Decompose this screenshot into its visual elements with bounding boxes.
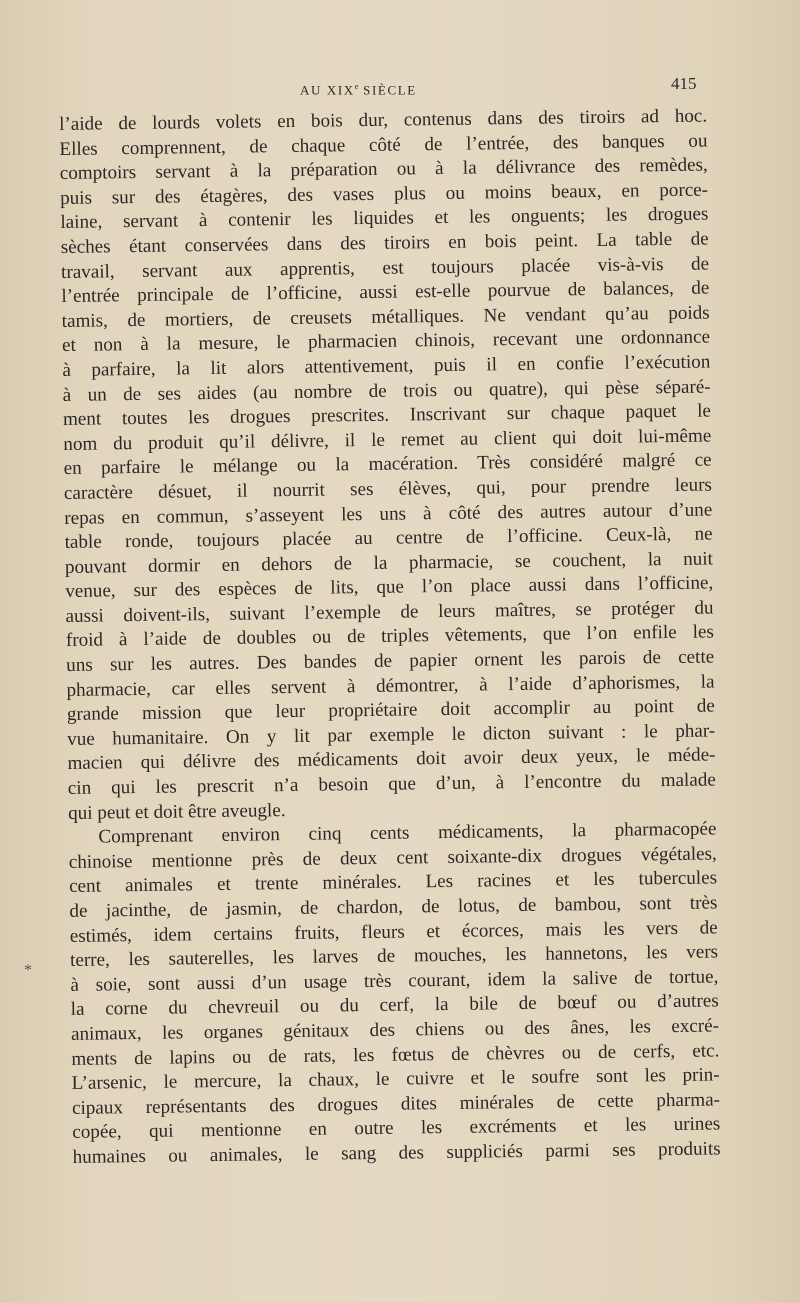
text-line: comptoirs servant à la préparation ou à la délivrance des remèdes,: [59, 154, 708, 185]
text-line: table ronde, toujours placée au centre de l’officine. Ceux-là, ne: [64, 523, 713, 554]
text-line: sèches étant conservées dans des tiroirs en bois peint. La table de: [60, 228, 709, 258]
text-line: humaines ou animales, le sang des suppliciés parmi ses produits: [72, 1138, 721, 1168]
text-line: cipaux représentants des drogues dites minérales de cette pharma-: [71, 1089, 721, 1119]
text-line: copée, qui mentionne en outre les excréments et les urines: [72, 1113, 721, 1144]
text-line: Comprenant environ cinq cents médicaments, la pharmacopée: [98, 818, 717, 848]
text-line: l’aide de lourds volets en bois dur, contenus dans des tiroirs ad hoc.: [59, 105, 708, 135]
text-line: et non à la mesure, le pharmacien chinois, recevant une ordonnance: [61, 326, 711, 357]
text-line: macien qui délivre des médicaments doit avoir deux yeux, le méde-: [67, 744, 716, 775]
text-line: pharmacie, car elles servent à démontrer, à l’aide d’aphorismes, la: [66, 671, 715, 701]
body-text: [59, 105, 721, 1171]
text-line: travail, servant aux apprentis, est toujours placée vis-à-vis de: [60, 253, 710, 283]
text-line: à un de ses aides (au nombre de trois ou quatre), qui pèse séparé-: [62, 376, 711, 406]
text-line: nom du produit qu’il délivre, il le remet au client qui doit lui-même: [63, 425, 712, 455]
margin-mark: *: [24, 962, 32, 979]
text-line: chinoise mentionne près de deux cent soixante-dix drogues végétales,: [68, 843, 717, 873]
text-line: cent animales et trente minérales. Les racines et les tubercules: [68, 867, 718, 898]
text-line: ments de lapins ou de rats, les fœtus de chèvres ou de cerfs, etc.: [71, 1040, 720, 1070]
text-line: en parfaire le mélange ou la macération. Très considéré malgré ce: [63, 449, 712, 480]
text-line: venue, sur des espèces de lits, que l’on place aussi dans l’officine,: [65, 572, 714, 603]
text-line: vue humanitaire. On y lit par exemple le dicton suivant : le phar-: [67, 720, 716, 750]
text-line: tamis, de mortiers, de creusets métalliques. Ne vendant qu’au poids: [61, 302, 710, 332]
text-line: grande mission que leur propriétaire doit accomplir au point de: [66, 695, 715, 726]
page-header: [0, 74, 800, 104]
text-line: L’arsenic, le mercure, la chaux, le cuivre et le soufre sont les prin-: [71, 1064, 720, 1095]
text-line: froid à l’aide de doubles ou de triples vêtements, que l’on enfile les: [65, 621, 714, 652]
text-line: cin qui les prescrit n’a besoin que d’un, à l’encontre du malade: [67, 769, 716, 799]
text-line: Elles comprennent, de chaque côté de l’entrée, des banques ou: [59, 130, 708, 160]
text-line: repas en commun, s’asseyent les uns à côté des autres autour d’une: [64, 498, 713, 529]
running-title: AU XIXe SIÈCLE: [300, 82, 417, 98]
text-line: pouvant dormir en dehors de la pharmacie, se couchent, la nuit: [64, 548, 714, 578]
text-line: terre, les sauterelles, les larves de mouches, les hannetons, les vers: [69, 941, 719, 972]
text-line: laine, servant à contenir les liquides et les onguents; les drogues: [60, 203, 709, 234]
text-line: ment toutes les drogues prescrites. Inscrivant sur chaque paquet le: [62, 400, 712, 431]
page-number: 415: [671, 74, 697, 93]
text-line: puis sur des étagères, des vases plus ou moins beaux, en porce-: [59, 179, 709, 209]
text-line: uns sur les autres. Des bandes de papier ornent les parois de cette: [66, 646, 715, 677]
text-line: à parfaire, la lit alors attentivement, puis il en confie l’exécution: [62, 351, 711, 381]
text-line: animaux, les organes génitaux des chiens ou des ânes, les excré-: [70, 1015, 720, 1045]
text-line: la corne du chevreuil ou du cerf, la bile de bœuf ou d’autres: [70, 990, 719, 1021]
text-line: caractère désuet, il nourrit ses élèves, qui, pour prendre leurs: [63, 474, 713, 504]
text-line: de jacinthe, de jasmin, de chardon, de lotus, de bambou, sont très: [69, 892, 718, 922]
text-line: qui peut et doit être aveugle.: [68, 799, 286, 824]
ordinal-superscript: e: [354, 82, 359, 91]
text-line: à soie, sont aussi d’un usage très courant, idem la salive de tortue,: [70, 966, 719, 996]
text-line: aussi doivent-ils, suivant l’exemple de leurs maîtres, se protéger du: [65, 597, 714, 627]
text-line: l’entrée principale de l’officine, aussi est-elle pourvue de balances, de: [61, 277, 710, 308]
text-line: estimés, idem certains fruits, fleurs et écorces, mais les vers de: [69, 917, 718, 947]
